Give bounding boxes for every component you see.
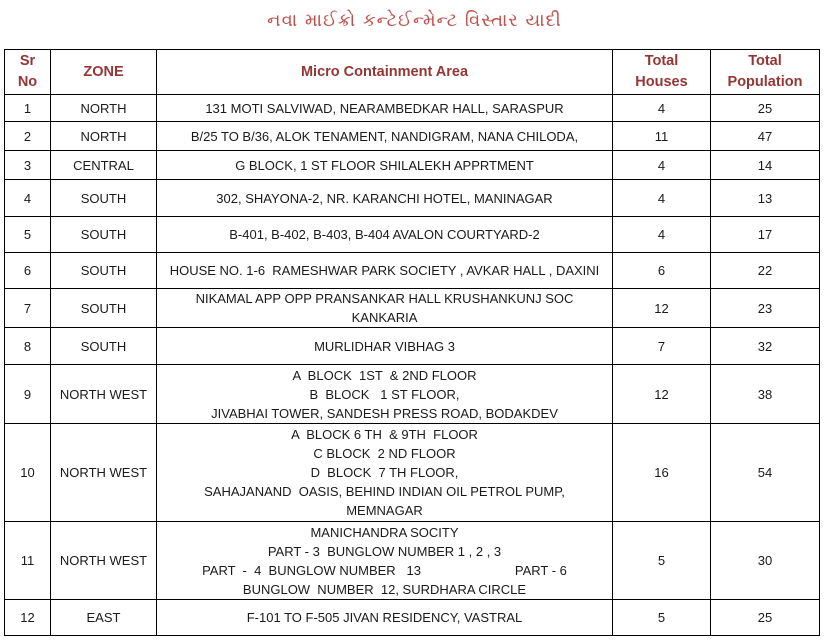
area-line: MANICHANDRA SOCITY — [310, 524, 459, 540]
cell-zone: EAST — [51, 600, 157, 636]
cell-zone: NORTH WEST — [51, 522, 157, 600]
cell-zone: SOUTH — [51, 180, 157, 217]
table-row — [5, 151, 820, 180]
cell-area — [157, 180, 613, 217]
cell-total-population: 47 — [711, 122, 820, 151]
cell-total-houses: 4 — [613, 151, 711, 180]
cell-zone: CENTRAL — [51, 151, 157, 180]
area-line: B BLOCK 1 ST FLOOR, — [309, 386, 460, 402]
area-line: F-101 TO F-505 JIVAN RESIDENCY, VASTRAL — [246, 610, 523, 625]
cell-total-population: 23 — [711, 289, 820, 328]
area-line: A BLOCK 1ST & 2ND FLOOR — [292, 367, 477, 383]
area-line: 131 MOTI SALVIWAD, NEARAMBEDKAR HALL, SARASPUR — [205, 100, 564, 116]
cell-area — [157, 95, 613, 122]
table-header-row — [5, 50, 820, 95]
cell-sr-no: 5 — [5, 217, 51, 253]
cell-total-houses: 16 — [613, 424, 711, 522]
area-line: A BLOCK 6 TH & 9TH FLOOR — [291, 427, 478, 442]
table-row — [5, 180, 820, 217]
cell-total-population: 30 — [711, 522, 820, 600]
cell-sr-no: 2 — [5, 122, 51, 151]
cell-total-population: 38 — [711, 365, 820, 424]
area-line: BUNGLOW NUMBER 12, SURDHARA CIRCLE — [242, 581, 527, 597]
cell-area — [157, 600, 613, 636]
table-row — [5, 365, 820, 424]
cell-total-houses: 12 — [613, 365, 711, 424]
table-row — [5, 289, 820, 328]
area-line: PART - 4 BUNGLOW NUMBER 13 PART - 6 — [202, 562, 567, 578]
header-sr-no-label: Sr No — [17, 53, 38, 90]
cell-area — [157, 365, 613, 424]
cell-total-population: 25 — [711, 95, 820, 122]
cell-area — [157, 253, 613, 289]
table-row — [5, 95, 820, 122]
cell-zone: SOUTH — [51, 289, 157, 328]
area-line: JIVABHAI TOWER, SANDESH PRESS ROAD, BODAKDEV — [211, 405, 558, 421]
header-total-population-label: Total Population — [727, 53, 803, 90]
table-row — [5, 522, 820, 600]
page-title: નવા માઈક્રો કન્ટેઈન્મેન્ટ વિસ્તાર યાદી — [267, 10, 562, 31]
cell-total-population: 32 — [711, 328, 820, 365]
cell-total-houses: 12 — [613, 289, 711, 328]
area-line: D BLOCK 7 TH FLOOR, — [310, 465, 459, 480]
cell-zone: NORTH — [51, 95, 157, 122]
table-row — [5, 253, 820, 289]
area-line: KANKARIA — [351, 310, 418, 325]
cell-sr-no: 3 — [5, 151, 51, 180]
cell-total-population: 25 — [711, 600, 820, 636]
cell-total-houses: 6 — [613, 253, 711, 289]
header-sr-no — [5, 50, 51, 95]
table-row — [5, 600, 820, 636]
cell-zone: NORTH — [51, 122, 157, 151]
area-line: MURLIDHAR VIBHAG 3 — [314, 338, 455, 354]
containment-table — [4, 49, 820, 636]
cell-total-population: 22 — [711, 253, 820, 289]
cell-area — [157, 424, 613, 522]
cell-sr-no: 7 — [5, 289, 51, 328]
table-row — [5, 328, 820, 365]
cell-zone: SOUTH — [51, 328, 157, 365]
area-line: PART - 3 BUNGLOW NUMBER 1 , 2 , 3 — [267, 543, 502, 559]
cell-area — [157, 328, 613, 365]
cell-sr-no: 11 — [5, 522, 51, 600]
area-line: MEMNAGAR — [346, 503, 423, 518]
table-row — [5, 217, 820, 253]
cell-area — [157, 151, 613, 180]
area-line: C BLOCK 2 ND FLOOR — [313, 446, 456, 461]
area-line: G BLOCK, 1 ST FLOOR SHILALEKH APPRTMENT — [235, 157, 534, 173]
cell-total-houses: 4 — [613, 180, 711, 217]
header-total-population — [711, 50, 820, 95]
area-line: B/25 TO B/36, ALOK TENAMENT, NANDIGRAM, NANA CHILODA, — [190, 128, 579, 144]
cell-total-population: 17 — [711, 217, 820, 253]
header-total-houses-label: Total Houses — [635, 53, 688, 90]
cell-area — [157, 122, 613, 151]
area-line: 302, SHAYONA-2, NR. KARANCHI HOTEL, MANINAGAR — [216, 190, 553, 206]
area-line: HOUSE NO. 1-6 RAMESHWAR PARK SOCIETY , AVKAR HALL , DAXINI — [169, 263, 600, 278]
cell-total-houses: 5 — [613, 522, 711, 600]
table-body — [5, 95, 820, 636]
cell-sr-no: 1 — [5, 95, 51, 122]
table-row — [5, 122, 820, 151]
header-total-houses — [613, 50, 711, 95]
cell-sr-no: 8 — [5, 328, 51, 365]
cell-sr-no: 6 — [5, 253, 51, 289]
cell-total-houses: 4 — [613, 217, 711, 253]
cell-area — [157, 289, 613, 328]
cell-total-houses: 11 — [613, 122, 711, 151]
cell-total-population: 13 — [711, 180, 820, 217]
cell-total-houses: 7 — [613, 328, 711, 365]
cell-zone: SOUTH — [51, 217, 157, 253]
cell-total-population: 14 — [711, 151, 820, 180]
header-area: Micro Containment Area — [157, 50, 613, 95]
table-row — [5, 424, 820, 522]
cell-area — [157, 217, 613, 253]
cell-sr-no: 4 — [5, 180, 51, 217]
cell-total-houses: 4 — [613, 95, 711, 122]
header-zone: ZONE — [51, 50, 157, 95]
area-line: SAHAJANAND OASIS, BEHIND INDIAN OIL PETROL PUMP, — [204, 484, 565, 499]
area-line: B-401, B-402, B-403, B-404 AVALON COURTYARD-2 — [229, 227, 540, 242]
cell-total-population: 54 — [711, 424, 820, 522]
cell-zone: SOUTH — [51, 253, 157, 289]
cell-area — [157, 522, 613, 600]
cell-sr-no: 12 — [5, 600, 51, 636]
cell-zone: NORTH WEST — [51, 424, 157, 522]
cell-sr-no: 10 — [5, 424, 51, 522]
cell-sr-no: 9 — [5, 365, 51, 424]
area-line: NIKAMAL APP OPP PRANSANKAR HALL KRUSHANKUNJ SOC — [195, 291, 574, 306]
cell-total-houses: 5 — [613, 600, 711, 636]
cell-zone: NORTH WEST — [51, 365, 157, 424]
